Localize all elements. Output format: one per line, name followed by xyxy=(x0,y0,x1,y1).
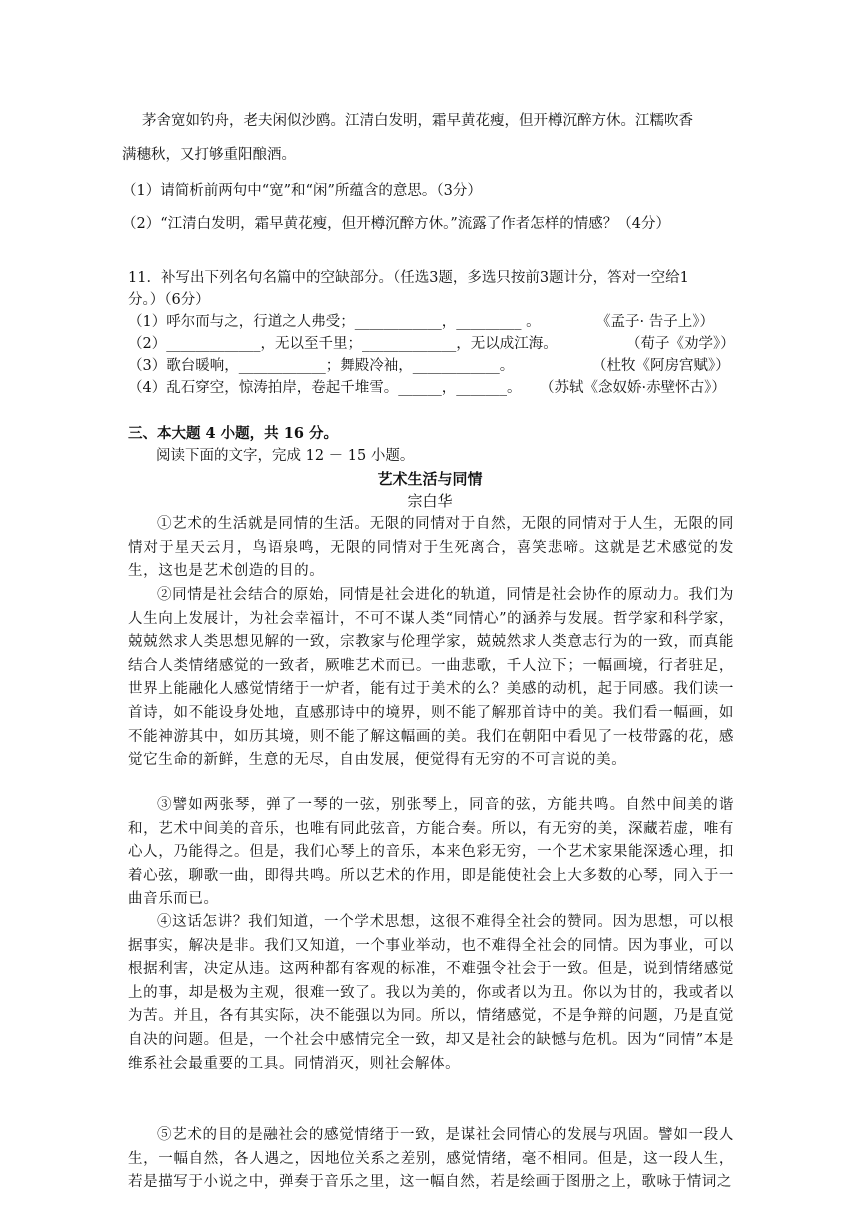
article-author: 宗白华 xyxy=(407,492,453,510)
section-11-intro-line-2: 分。）（6分） xyxy=(128,292,210,308)
fill-item-source: （荀子《劝学》） xyxy=(626,336,735,352)
poem-line-1: 茅舍宽如钓舟，老夫闲似沙鸥。江清白发明，霜早黄花瘦，但开樽沉醉方休。江糯吹香 xyxy=(142,113,693,129)
section-3-instruction: 阅读下面的文字，完成 12 － 15 小题。 xyxy=(156,448,415,464)
fill-item-text: （4）乱石穿空，惊涛拍岸，卷起千堆雪。______，_______。 xyxy=(128,380,522,396)
fill-item-source: 《孟子· 告子上》） xyxy=(596,314,714,330)
fill-item-1 xyxy=(128,312,714,332)
fill-item-text: （3）歌台暖响，____________；舞殿冷袖，____________。 xyxy=(128,358,515,374)
poem-line-2: 满穗秋，又打够重阳酿酒。 xyxy=(122,147,296,163)
fill-item-source: （苏轼《念奴娇·赤壁怀古》） xyxy=(540,380,726,396)
section-11-intro-line-1: 11．补写出下列名句名篇中的空缺部分。（任选3题，多选只按前3题计分，答对一空给1 xyxy=(128,270,689,286)
article-title: 艺术生活与同情 xyxy=(377,470,483,488)
article-paragraph-5: ⑤艺术的目的是融社会的感觉情绪于一致，是谋社会同情心的发展与巩固。譬如一段人生，一幅自然，各人遇之，因地位关系之差别，感觉情绪，毫不相同。但是，这一段人生，若是描写于小说之中，弹奏于音乐之里，这一幅自然，若是绘画于图册之上，歌咏于情词之 xyxy=(128,1127,734,1191)
article-paragraph-1: ①艺术的生活就是同情的生活。无限的同情对于自然，无限的同情对于人生，无限的同情对于星天云月，鸟语泉鸣，无限的同情对于生死离合，喜笑悲啼。这就是艺术感觉的发生，这也是艺术创造的目的。 xyxy=(128,516,734,580)
fill-item-source: （杜牧《阿房宫赋》） xyxy=(592,358,730,374)
fill-item-text: （1）呼尔而与之，行道之人弗受；____________，_________ 。 xyxy=(128,314,541,330)
fill-item-3 xyxy=(128,356,730,376)
question-1: （1）请简析前两句中“宽”和“闲”所蕴含的意思。（3分） xyxy=(122,183,482,199)
fill-item-2 xyxy=(128,334,735,354)
fill-item-4 xyxy=(128,378,726,398)
question-2: （2）“江清白发明，霜早黄花瘦，但开樽沉醉方休。”流露了作者怎样的情感？（4分） xyxy=(122,216,671,232)
fill-item-text: （2）_____________，无以至千里；_____________，无以成江海。 xyxy=(128,336,558,352)
article-paragraph-2: ②同情是社会结合的原始，同情是社会进化的轨道，同情是社会协作的原动力。我们为人生向上发展计，为社会幸福计，不可不谋人类“同情心”的涵养与发展。哲学家和科学家，兢兢然求人类思想见解的一致，宗教家与伦理学家，兢兢然求人类意志行为的一致，而真能结合人类情绪感觉的一致者，厥唯艺术而已。一曲悲歌，千人泣下；一幅画境，行者驻足，世界上能融化人感觉情绪于一炉者，能有过于美术的么？美感的动机，起于同感。我们读一首诗，如不能设身处地，直感那诗中的境界，则不能了解那首诗中的美。我们看一幅画，如不能神游其中，如历其境，则不能了解这幅画的美。我们在朝阳中看见了一枝带露的花，感觉它生命的新鲜，生意的无尽，自由发展，便觉得有无穷的不可言说的美。 xyxy=(128,587,734,769)
section-3-heading: 三、本大题 4 小题，共 16 分。 xyxy=(128,425,338,442)
article-paragraph-4: ④这话怎讲？我们知道，一个学术思想，这很不难得全社会的赞同。因为思想，可以根据事实，解决是非。我们又知道，一个事业举动，也不难得全社会的同情。因为事业，可以根据利害，决定从违。这两种都有客观的标准，不难强令社会于一致。但是，说到情绪感觉上的事，却是极为主观，很难一致了。我以为美的，你或者以为丑。你以为甘的，我或者以为苦。并且，各有其实际，决不能强以为同。所以，情绪感觉，不是争辩的问题，乃是直觉自决的问题。但是，一个社会中感情完全一致，却又是社会的缺憾与危机。因为“同情”本是维系社会最重要的工具。同情消灭，则社会解体。 xyxy=(128,914,734,1072)
article-paragraph-3: ③譬如两张琴，弹了一琴的一弦，别张琴上，同音的弦，方能共鸣。自然中间美的谐和，艺术中间美的音乐，也唯有同此弦音，方能合奏。所以，有无穷的美，深藏若虚，唯有心人，乃能得之。但是，我们心琴上的音乐，本来色彩无穷，一个艺术家果能深透心理，扣着心弦，聊歌一曲，即得共鸣。所以艺术的作用，即是能使社会上大多数的心琴，同入于一曲音乐而已。 xyxy=(128,797,734,908)
